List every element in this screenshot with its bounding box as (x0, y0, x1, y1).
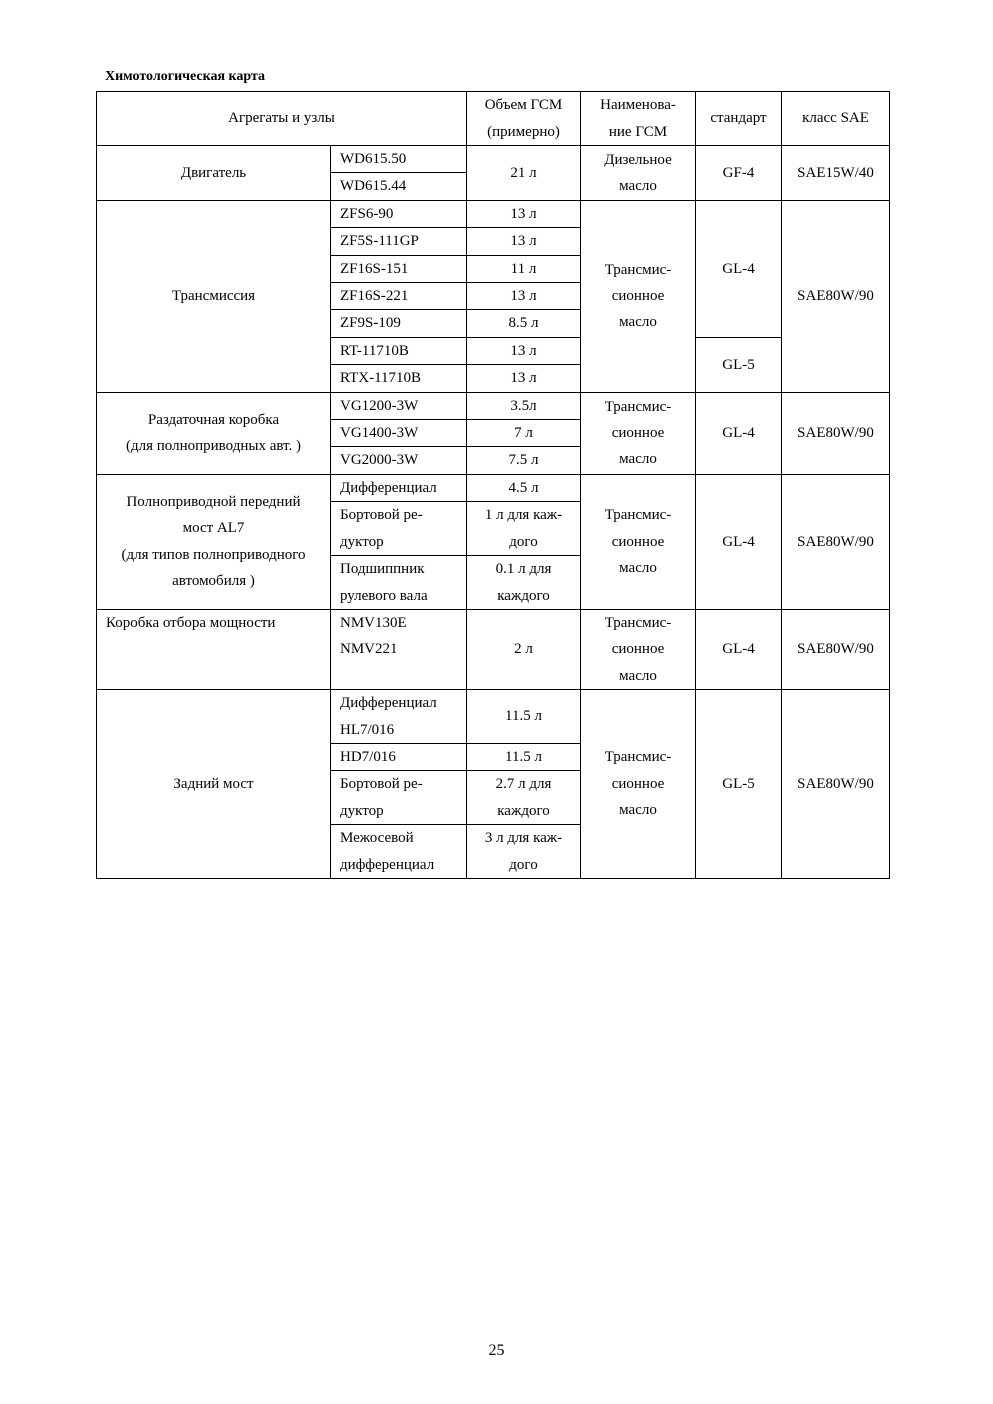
table-row (97, 690, 890, 744)
pto-models: NMV130E NMV221 (331, 609, 467, 689)
rear-axle-part: Межосевой дифференциал (331, 825, 467, 879)
transmission-volume: 13 л (467, 200, 581, 227)
engine-unit: Двигатель (97, 146, 331, 201)
transmission-model: ZF9S-109 (331, 310, 467, 337)
pto-oil: Трансмис- сионное масло (581, 609, 696, 689)
transmission-unit: Трансмиссия (97, 200, 331, 392)
header-standard: стандарт (696, 92, 782, 146)
transfer-case-model: VG2000-3W (331, 447, 467, 474)
transmission-model: RT-11710B (331, 337, 467, 364)
front-axle-oil: Трансмис- сионное масло (581, 474, 696, 609)
transmission-volume: 13 л (467, 283, 581, 310)
transfer-case-sae: SAE80W/90 (782, 392, 890, 474)
header-oil-name: Наименова- ние ГСМ (581, 92, 696, 146)
chemmotology-table (96, 91, 890, 879)
front-axle-sae: SAE80W/90 (782, 474, 890, 609)
rear-axle-unit: Задний мост (97, 690, 331, 879)
transfer-case-oil: Трансмис- сионное масло (581, 392, 696, 474)
rear-axle-volume: 3 л для каж- дого (467, 825, 581, 879)
page-number: 25 (488, 1342, 505, 1359)
table-row (97, 146, 890, 173)
pto-volume: 2 л (467, 609, 581, 689)
pto-standard: GL-4 (696, 609, 782, 689)
transfer-case-model: VG1400-3W (331, 420, 467, 447)
front-axle-volume: 0.1 л для каждого (467, 556, 581, 610)
header-sae: класс SAE (782, 92, 890, 146)
transmission-volume: 13 л (467, 337, 581, 364)
transfer-case-model: VG1200-3W (331, 392, 467, 419)
rear-axle-volume: 11.5 л (467, 743, 581, 770)
rear-axle-volume: 2.7 л для каждого (467, 771, 581, 825)
transfer-case-standard: GL-4 (696, 392, 782, 474)
table-row (97, 392, 890, 419)
front-axle-standard: GL-4 (696, 474, 782, 609)
page-title: Химотологическая карта (105, 69, 266, 84)
table-row (97, 200, 890, 227)
transmission-standard-gl5: GL-5 (696, 337, 782, 392)
engine-oil: Дизельное масло (581, 146, 696, 201)
transmission-model: RTX-11710B (331, 365, 467, 392)
engine-standard: GF-4 (696, 146, 782, 201)
rear-axle-sae: SAE80W/90 (782, 690, 890, 879)
rear-axle-volume: 11.5 л (467, 690, 581, 744)
rear-axle-standard: GL-5 (696, 690, 782, 879)
transmission-volume: 11 л (467, 255, 581, 282)
pto-sae: SAE80W/90 (782, 609, 890, 689)
transfer-case-volume: 7 л (467, 420, 581, 447)
engine-sae: SAE15W/40 (782, 146, 890, 201)
transmission-model: ZF16S-151 (331, 255, 467, 282)
transmission-volume: 8.5 л (467, 310, 581, 337)
pto-unit: Коробка отбора мощности (97, 609, 331, 689)
transfer-case-volume: 3.5л (467, 392, 581, 419)
rear-axle-part: Дифференциал HL7/016 (331, 690, 467, 744)
table-header-row (97, 92, 890, 146)
rear-axle-oil: Трансмис- сионное масло (581, 690, 696, 879)
front-axle-part: Дифференциал (331, 474, 467, 501)
table-row (97, 474, 890, 501)
front-axle-part: Подшиппник рулевого вала (331, 556, 467, 610)
rear-axle-part: HD7/016 (331, 743, 467, 770)
front-axle-unit: Полноприводной передний мост AL7 (для типов полноприводного автомобиля ) (97, 474, 331, 609)
header-volume: Объем ГСМ (примерно) (467, 92, 581, 146)
transmission-model: ZF5S-111GP (331, 228, 467, 255)
transmission-model: ZFS6-90 (331, 200, 467, 227)
engine-model: WD615.44 (331, 173, 467, 200)
engine-model: WD615.50 (331, 146, 467, 173)
header-units: Агрегаты и узлы (97, 92, 467, 146)
front-axle-part: Бортовой ре- дуктор (331, 502, 467, 556)
front-axle-volume: 4.5 л (467, 474, 581, 501)
transmission-sae: SAE80W/90 (782, 200, 890, 392)
transmission-oil: Трансмис- сионное масло (581, 200, 696, 392)
table-row (97, 609, 890, 689)
transmission-standard-gl4: GL-4 (696, 200, 782, 337)
transfer-case-volume: 7.5 л (467, 447, 581, 474)
engine-volume: 21 л (467, 146, 581, 201)
front-axle-volume: 1 л для каж- дого (467, 502, 581, 556)
transmission-model: ZF16S-221 (331, 283, 467, 310)
rear-axle-part: Бортовой ре- дуктор (331, 771, 467, 825)
transmission-volume: 13 л (467, 228, 581, 255)
transmission-volume: 13 л (467, 365, 581, 392)
transfer-case-unit: Раздаточная коробка (для полноприводных авт. ) (97, 392, 331, 474)
